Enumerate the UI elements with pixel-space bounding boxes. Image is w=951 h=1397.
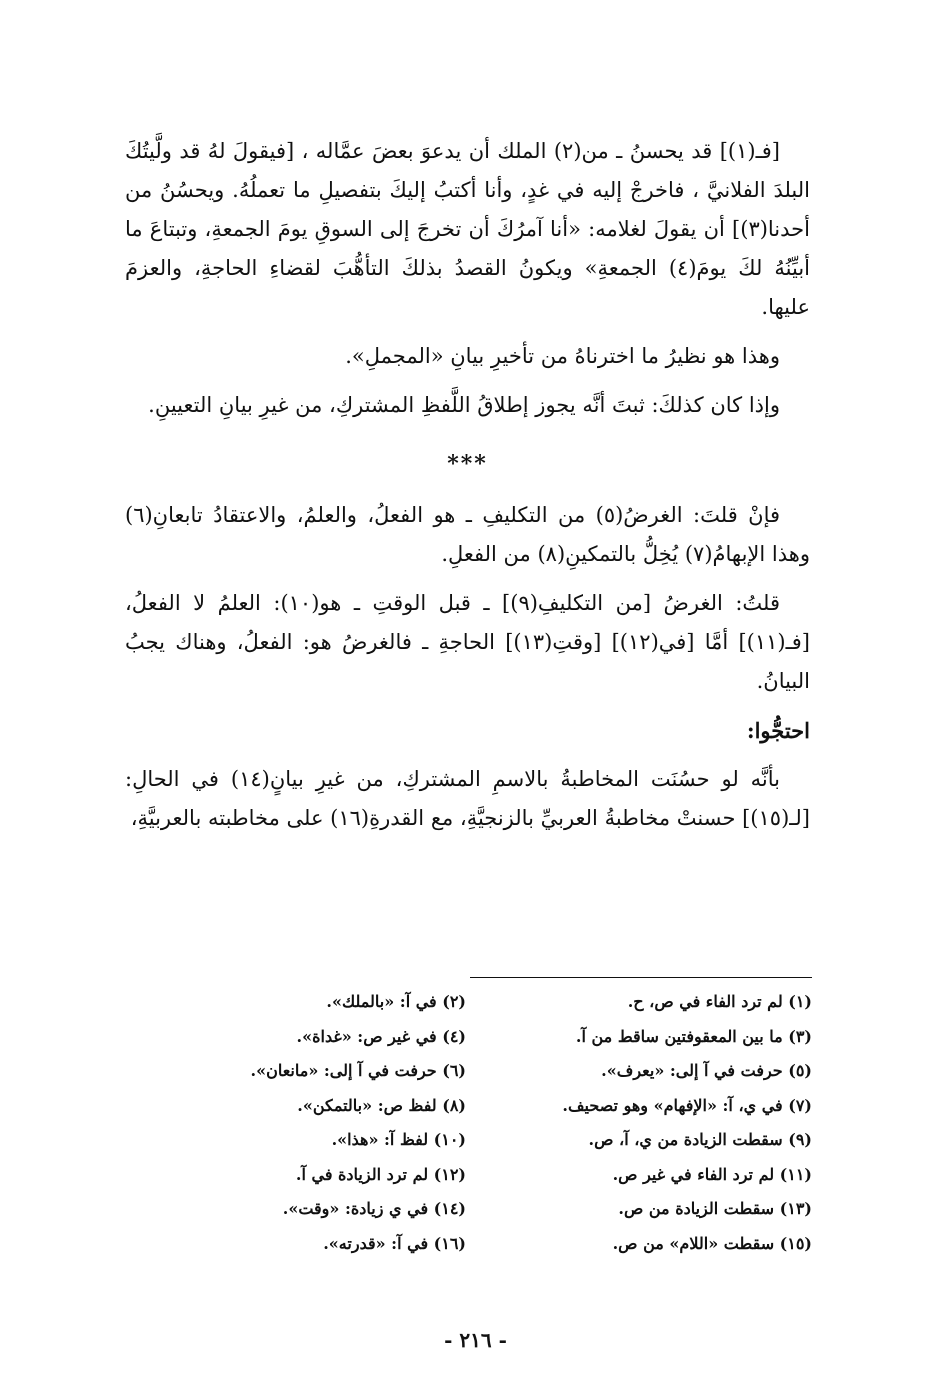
footnote-11: (١١) لم ترد الفاء في غير ص. — [612, 1164, 812, 1184]
paragraph-5: قلتُ: الغرضُ [من التكليفِ(٩)] ـ قبل الوقتِ ـ هو(١٠): العلمُ لا الفعلُ، [فـ(١١)] أمَّا [في(١٢)] [وقتِ(١٣)] الحاجةِ ـ فالغرضُ هو: الفعلُ، وهناك يجبُ البيانُ. — [125, 591, 810, 693]
footnote-4: (٤) في غير ص: «غداة». — [296, 1026, 466, 1046]
footnote-7: (٧) في ي، آ: «الإفهام» وهو تصحيف. — [562, 1095, 812, 1115]
footnote-12: (١٢) لم ترد الزيادة في آ. — [295, 1164, 466, 1184]
paragraph-4: فإنْ قلتَ: الغرضُ(٥) من التكليفِ ـ هو الفعلُ، والعلمُ، والاعتقادُ تابعانِ(٦) وهذا الإبهامُ(٧) يُخِلُّ بالتمكينِ(٨) من الفعلِ. — [125, 503, 810, 566]
footnote-2: (٢) في آ: «بالملك». — [326, 992, 466, 1011]
footnote-13: (١٣) سقطت الزيادة من ص. — [618, 1199, 812, 1218]
footnote-8: (٨) لفظ ص: «بالتمكن». — [297, 1095, 466, 1115]
footnote-6: (٦) حرفت في آ إلى: «مانعان». — [250, 1061, 466, 1080]
footnote-16: (١٦) في آ: «قدرته». — [323, 1233, 466, 1253]
footnote-14: (١٤) في ي زيادة: «وقت». — [282, 1199, 466, 1218]
section-heading: احتجُّوا: — [746, 718, 810, 743]
section-separator: *** — [447, 451, 488, 477]
paragraph-3: وإذا كان كذلكَ: ثبتَ أنَّه يجوز إطلاقُ اللَّفظِ المشتركِ، من غيرِ بيانِ التعيينِ. — [148, 393, 780, 417]
footnote-10: (١٠) لفظ آ: «هذا». — [331, 1130, 466, 1149]
footnote-5: (٥) حرفت في آ إلى: «يعرف». — [601, 1061, 812, 1080]
footnote-1: (١) لم ترد الفاء في ص، ح. — [627, 992, 812, 1011]
footnote-3: (٣) ما بين المعقوفتين ساقط من آ. — [575, 1026, 812, 1046]
footnotes — [150, 985, 812, 1261]
page-number: - ٢١٦ - — [444, 1328, 507, 1352]
main-text — [125, 132, 810, 848]
footnote-divider — [470, 977, 812, 978]
footnote-9: (٩) سقطت الزيادة من ي، آ، ص. — [588, 1130, 812, 1149]
paragraph-2: وهذا هو نظيرُ ما اخترناهُ من تأخيرِ بيانِ «المجملِ». — [345, 344, 780, 368]
paragraph-1: [فـ(١)] قد يحسنُ ـ من(٢) الملك أن يدعوَ بعضَ عمَّاله ، [فيقولَ لهُ قد ولَّيتُكَ البلدَ الفلانيَّ ، فاخرجْ إليه في غدٍ، وأنا أكتبُ إليكَ بتفصيلِ ما تعملُهُ. ويحسُنُ من أحدنا(٣)] أن يقولَ لغلامه: «أنا آمرُكَ أن تخرجَ إلى السوقِ يومَ الجمعةِ، وتبتاعَ ما أبيِّنُهُ لكَ يومَ(٤) الجمعةِ» ويكونُ القصدُ بذلكَ التأهُّبَ لقضاءِ الحاجةِ، والعزمَ عليها. — [125, 139, 811, 319]
footnote-15: (١٥) سقطت «اللام» من ص. — [612, 1233, 812, 1253]
paragraph-6: بأنَّه لو حسُنَت المخاطبةُ بالاسمِ المشتركِ، من غيرِ بيانٍ(١٤) في الحالِ: [لـ(١٥)] حسنتْ مخاطبةُ العربيِّ بالزنجيَّةِ، مع القدرةِ(١٦) على مخاطبته بالعربيَّةِ، — [125, 767, 810, 830]
